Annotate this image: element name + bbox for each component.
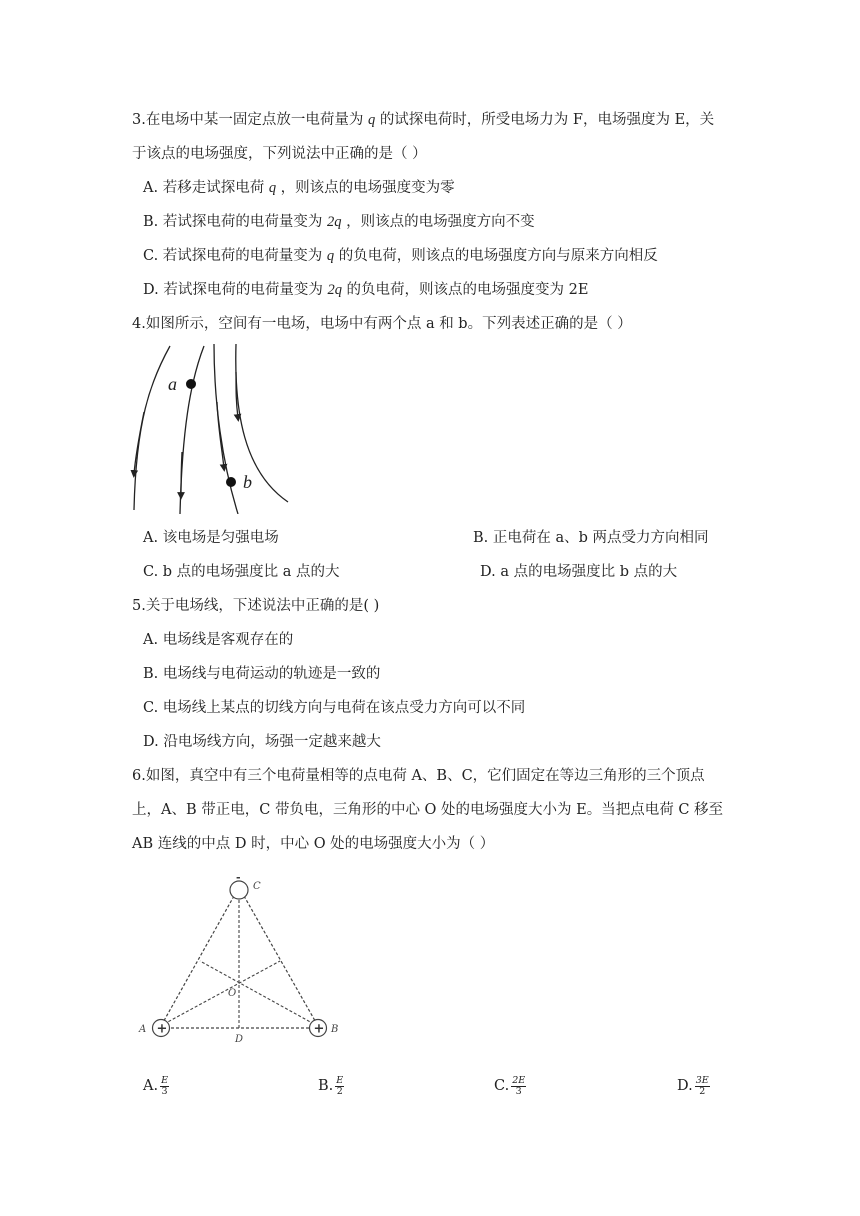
q6-option-d xyxy=(677,1074,710,1098)
q6-option-c-label: C. xyxy=(494,1078,510,1094)
charge-b-sign: + xyxy=(313,1021,325,1037)
q4-option-a: A. 该电场是匀强电场 xyxy=(143,530,279,546)
field-line-1 xyxy=(134,346,170,510)
q6-option-b-label: B. xyxy=(318,1078,334,1094)
field-line-3 xyxy=(214,344,238,514)
q3-option-a-text2: ，则该点的电场强度变为零 xyxy=(280,180,455,196)
q3-stem-line1 xyxy=(132,110,714,130)
label-c: C xyxy=(253,881,261,892)
q6-triangle-figure xyxy=(134,872,354,1046)
point-b-dot xyxy=(226,477,236,487)
q3-option-c-text2: 的负电荷，则该点的电场强度方向与原来方向相反 xyxy=(338,248,658,264)
fraction-denominator: 3 xyxy=(515,1085,522,1097)
q3-stem-text: 的试探电荷时，所受电场力为 F，电场强度为 E，关 xyxy=(379,112,715,128)
q4-field-lines-figure xyxy=(126,342,296,514)
q3-option-d-text: D. 若试探电荷的电荷量变为 xyxy=(143,282,323,298)
q3-option-c-var: q xyxy=(326,248,335,264)
q6-option-a-label: A. xyxy=(143,1078,159,1094)
fraction-denominator: 2 xyxy=(336,1085,343,1097)
q3-option-d-text2: 的负电荷，则该点的电场强度变为 2E xyxy=(346,282,589,298)
q4-stem: 4.如图所示，空间有一电场，电场中有两个点 a 和 b。下列表述正确的是（ ） xyxy=(132,316,632,332)
q5-option-c: C. 电场线上某点的切线方向与电荷在该点受力方向可以不同 xyxy=(143,700,526,716)
q6-stem-line1: 6.如图，真空中有三个电荷量相等的点电荷 A、B、C，它们固定在等边三角形的三个顶点 xyxy=(132,768,705,784)
point-a-label: a xyxy=(168,374,177,394)
q3-option-a-var: q xyxy=(268,180,277,196)
fraction-numerator: E xyxy=(161,1074,169,1086)
q3-option-a xyxy=(143,178,455,198)
field-line-2 xyxy=(180,346,204,514)
label-b: B xyxy=(331,1024,339,1035)
fraction-numerator: 3E xyxy=(695,1074,709,1086)
q6-option-b xyxy=(318,1074,344,1098)
q3-option-b-text2: ，则该点的电场强度方向不变 xyxy=(346,214,535,230)
q3-stem-line2: 于该点的电场强度，下列说法中正确的是（ ） xyxy=(132,146,427,162)
q5-option-a: A. 电场线是客观存在的 xyxy=(143,632,294,648)
q3-option-b xyxy=(143,212,535,232)
q3-stem-text: 3.在电场中某一固定点放一电荷量为 xyxy=(132,112,364,128)
label-a: A xyxy=(139,1024,147,1035)
q4-option-d: D. a 点的电场强度比 b 点的大 xyxy=(480,564,678,580)
q4-option-b: B. 正电荷在 a、b 两点受力方向相同 xyxy=(473,530,709,546)
label-o: O xyxy=(228,988,237,999)
q3-option-d-var: 2q xyxy=(327,282,342,298)
median-b xyxy=(200,961,314,1024)
charge-a-sign: + xyxy=(156,1021,168,1037)
side-cb xyxy=(244,896,318,1026)
q5-option-d: D. 沿电场线方向，场强一定越来越大 xyxy=(143,734,381,750)
q6-option-c xyxy=(494,1074,526,1098)
side-ca xyxy=(161,896,237,1026)
fraction-denominator: 2 xyxy=(699,1085,706,1097)
q3-option-a-text: A. 若移走试探电荷 xyxy=(143,180,265,196)
fraction-denominator: 3 xyxy=(161,1085,168,1097)
point-a-dot xyxy=(186,379,196,389)
q4-option-c: C. b 点的电场强度比 a 点的大 xyxy=(143,564,340,580)
q6-option-a xyxy=(143,1074,169,1098)
q6-option-a-fraction xyxy=(160,1076,169,1097)
q3-option-b-text: B. 若试探电荷的电荷量变为 xyxy=(143,214,323,230)
point-b-label: b xyxy=(243,472,252,492)
q3-option-b-var: 2q xyxy=(326,214,342,230)
q6-option-d-fraction xyxy=(695,1076,710,1097)
q3-option-d xyxy=(143,280,588,300)
fraction-numerator: 2E xyxy=(512,1074,526,1086)
q6-option-b-fraction xyxy=(335,1076,344,1097)
q3-variable-q: q xyxy=(367,112,376,128)
q6-stem-line2: 上，A、B 带正电，C 带负电，三角形的中心 O 处的电场强度大小为 E。当把点电荷 C 移至 xyxy=(132,802,724,818)
q3-option-c xyxy=(143,246,658,266)
q6-stem-line3: AB 连线的中点 D 时，中心 O 处的电场强度大小为（ ） xyxy=(132,836,495,852)
label-d: D xyxy=(235,1034,244,1045)
fraction-numerator: E xyxy=(336,1074,344,1086)
q5-option-b: B. 电场线与电荷运动的轨迹是一致的 xyxy=(143,666,381,682)
q6-option-d-label: D. xyxy=(677,1078,693,1094)
field-line-2-arrow xyxy=(181,452,182,496)
median-a xyxy=(164,961,280,1024)
q5-stem: 5.关于电场线，下述说法中正确的是( ) xyxy=(132,598,380,614)
charge-c-sign: - xyxy=(236,872,241,884)
q3-option-c-text: C. 若试探电荷的电荷量变为 xyxy=(143,248,323,264)
q6-option-c-fraction xyxy=(511,1076,526,1097)
